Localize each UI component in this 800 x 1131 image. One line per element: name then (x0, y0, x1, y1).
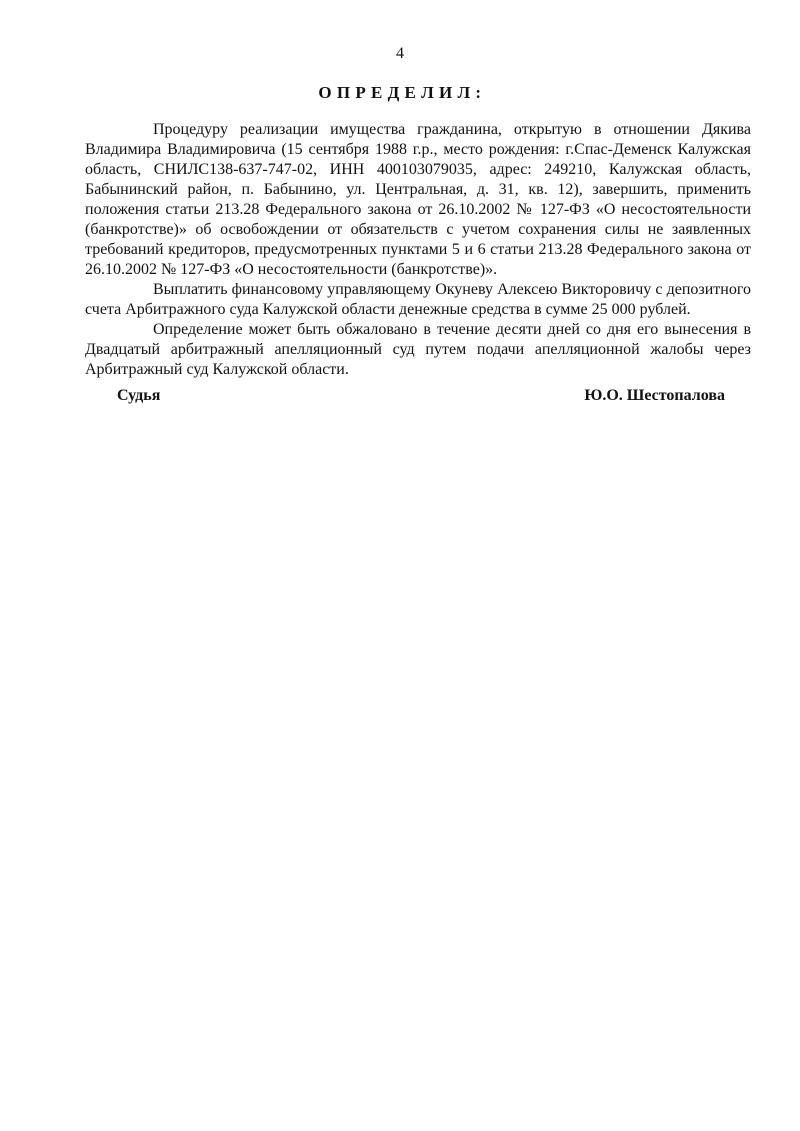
page-number: 4 (396, 45, 404, 62)
paragraph-payment-to-manager: Выплатить финансовому управляющему Окуневу Алексею Викторовичу с депозитного счета Арбитражного суда Калужской области денежные средства в сумме 25 000 рублей. (85, 281, 751, 318)
ruling-heading: О П Р Е Д Е Л И Л : (318, 83, 482, 102)
paragraph-appeal-procedure: Определение может быть обжаловано в течение десяти дней со дня его вынесения в Двадцатый арбитражный апелляционный суд путем подачи апелляционной жалобы через Арбитражный суд Калужской области. (85, 321, 751, 378)
signature-role: Судья (117, 387, 161, 404)
ruling-body (85, 120, 751, 406)
signature-name: Ю.О. Шестопалова (584, 387, 725, 404)
signature-row (85, 386, 751, 406)
paragraph-procedure-completion: Процедуру реализации имущества гражданина, открытую в отношении Дякива Владимира Владимировича (15 сентября 1988 г.р., место рождения: г.Спас-Деменск Калужская область, СНИЛС138-637-747-02, ИНН 400103079035, адрес: 249210, Калужская область, Бабынинский район, п. Бабынино, ул. Центральная, д. 31, кв. 12), завершить, применить положения статьи 213.28 Федерального закона от 26.10.2002 № 127-ФЗ «О несостоятельности (банкротстве)» об освобождении от обязательств с учетом сохранения силы не заявленных требований кредиторов, предусмотренных пунктами 5 и 6 статьи 213.28 Федерального закона от 26.10.2002 № 127-ФЗ «О несостоятельности (банкротстве)». (85, 121, 751, 278)
